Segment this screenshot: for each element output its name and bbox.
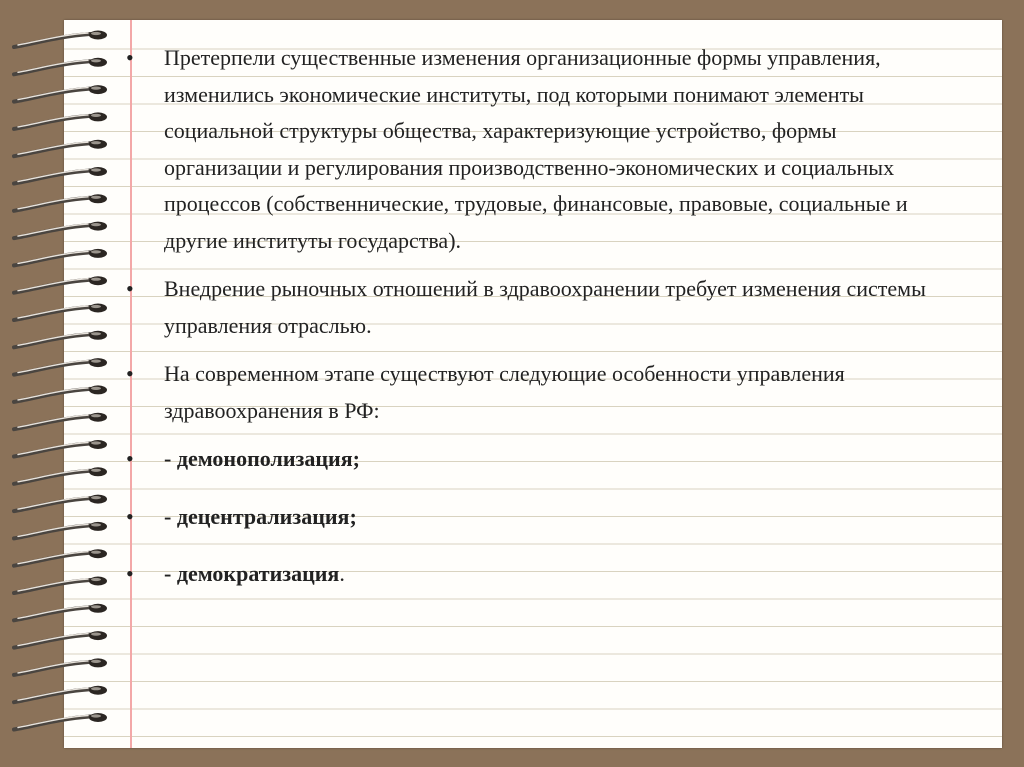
- spiral-ring: [14, 713, 107, 730]
- bullet-text: На современном этапе существуют следующие особенности управления здравоохранения в РФ:: [164, 361, 845, 423]
- bullet-item-decentralization: [122, 499, 952, 536]
- ring-wire: [14, 171, 90, 184]
- ring-cap: [91, 633, 101, 636]
- ring-wire: [14, 61, 90, 74]
- spiral-ring: [14, 276, 107, 293]
- spiral-ring: [14, 385, 107, 402]
- spiral-ring: [14, 58, 107, 75]
- ring-wire: [14, 635, 90, 648]
- ring-cap: [91, 223, 101, 226]
- ring-cap: [91, 168, 101, 171]
- ring-cap: [91, 114, 101, 117]
- ring-cap: [91, 32, 101, 35]
- ring-cap: [91, 469, 101, 472]
- punch-hole: [89, 713, 107, 722]
- bullet-text: - демократизация: [164, 561, 340, 586]
- bullet-marker: •: [126, 503, 134, 529]
- ring-cap: [91, 87, 101, 90]
- bullet-marker: •: [126, 561, 134, 586]
- ring-cap: [91, 660, 101, 663]
- punch-hole: [89, 331, 107, 340]
- ring-wire: [14, 689, 90, 702]
- punch-hole: [89, 440, 107, 449]
- spiral-ring: [14, 631, 107, 648]
- punch-hole: [89, 31, 107, 40]
- ring-cap: [91, 414, 101, 417]
- punch-hole: [89, 686, 107, 695]
- spiral-ring: [14, 167, 107, 184]
- ring-cap: [91, 714, 101, 717]
- bullet-marker: •: [126, 361, 134, 386]
- punch-hole: [89, 358, 107, 367]
- ring-wire: [14, 34, 90, 47]
- punch-hole: [89, 194, 107, 203]
- spiral-ring: [14, 140, 107, 157]
- punch-hole: [89, 522, 107, 531]
- spiral-ring: [14, 112, 107, 128]
- ring-wire: [14, 607, 90, 620]
- ring-wire: [14, 225, 90, 238]
- bullet-item-2: [122, 271, 952, 344]
- bullet-text: Претерпели существенные изменения организационные формы управления, изменились экономические институты, под которыми понимают элементы социальной структуры общества, характеризующие устройство, формы организации и регулирования производственно-экономических и социальных процессов (собственнические, трудовые, финансовые, правовые, социальные и другие институты государства).: [164, 45, 908, 253]
- spiral-ring: [14, 85, 107, 102]
- punch-hole: [89, 631, 107, 640]
- spiral-ring: [14, 31, 107, 48]
- spiral-ring: [14, 358, 107, 375]
- punch-hole: [89, 167, 107, 176]
- spiral-ring: [14, 549, 107, 566]
- spiral-ring: [14, 222, 107, 239]
- punch-hole: [89, 222, 107, 231]
- ring-cap: [91, 250, 101, 253]
- spiral-ring: [14, 604, 107, 621]
- spiral-ring: [14, 413, 107, 430]
- punch-hole: [89, 304, 107, 313]
- ring-wire: [14, 362, 90, 375]
- ring-wire: [14, 580, 90, 593]
- punch-hole: [89, 577, 107, 586]
- ring-cap: [91, 578, 101, 581]
- ring-wire: [14, 389, 90, 402]
- ring-cap: [91, 441, 101, 444]
- ring-cap: [91, 387, 101, 390]
- punch-hole: [89, 249, 107, 258]
- ring-cap: [91, 278, 101, 281]
- bullet-marker: •: [126, 45, 134, 70]
- punch-hole: [89, 495, 107, 504]
- spiral-ring: [14, 658, 107, 675]
- punch-hole: [89, 140, 107, 149]
- ring-wire: [14, 525, 90, 538]
- bullet-text: - демонополизация;: [164, 446, 360, 471]
- punch-hole: [89, 413, 107, 422]
- ring-wire: [14, 444, 90, 457]
- ring-wire: [14, 553, 90, 566]
- punch-hole: [89, 276, 107, 285]
- ring-cap: [91, 687, 101, 690]
- slide-content: [122, 40, 952, 614]
- punch-hole: [89, 467, 107, 476]
- bullet-item-demonopolization: [122, 441, 952, 478]
- spiral-ring: [14, 440, 107, 457]
- ring-wire: [14, 334, 90, 347]
- ring-wire: [14, 307, 90, 320]
- bullet-item-democratization: [122, 556, 952, 593]
- punch-hole: [89, 58, 107, 67]
- ring-cap: [91, 605, 101, 608]
- ring-wire: [14, 416, 90, 429]
- ring-cap: [91, 360, 101, 363]
- ring-wire: [14, 662, 90, 675]
- ring-wire: [14, 717, 90, 730]
- ring-wire: [14, 498, 90, 511]
- bullet-item-3: [122, 356, 952, 429]
- punch-hole: [89, 604, 107, 613]
- punch-hole: [89, 85, 107, 94]
- ring-cap: [91, 305, 101, 308]
- punch-hole: [89, 385, 107, 394]
- ring-cap: [91, 523, 101, 526]
- ring-wire: [14, 280, 90, 293]
- ring-cap: [91, 196, 101, 199]
- punch-hole: [89, 549, 107, 558]
- ring-wire: [14, 89, 90, 102]
- ring-wire: [14, 198, 90, 211]
- ring-wire: [14, 252, 90, 265]
- spiral-ring: [14, 577, 107, 594]
- ring-wire: [14, 471, 90, 484]
- ring-cap: [91, 496, 101, 499]
- spiral-ring: [14, 194, 107, 211]
- bullet-tail: .: [339, 561, 345, 586]
- bullet-item-1: [122, 40, 952, 259]
- ring-cap: [91, 141, 101, 144]
- ring-wire: [14, 116, 90, 129]
- bullet-text: - децентрализация;: [164, 503, 357, 529]
- spiral-ring: [14, 522, 107, 539]
- bullet-text: Внедрение рыночных отношений в здравоохранении требует изменения системы управления отраслью.: [164, 276, 926, 338]
- spiral-ring: [14, 495, 107, 512]
- bullet-marker: •: [126, 446, 134, 471]
- bullet-marker: •: [126, 276, 134, 301]
- ring-cap: [91, 332, 101, 335]
- spiral-ring: [14, 686, 107, 703]
- punch-hole: [89, 112, 107, 121]
- punch-hole: [89, 658, 107, 667]
- ring-cap: [91, 551, 101, 554]
- spiral-ring: [14, 331, 107, 348]
- spiral-ring: [14, 304, 107, 321]
- ring-wire: [14, 143, 90, 156]
- spiral-binding: [8, 22, 112, 744]
- spiral-ring: [14, 467, 107, 484]
- spiral-ring: [14, 249, 107, 266]
- ring-cap: [91, 59, 101, 62]
- spiral-rings: [8, 22, 112, 744]
